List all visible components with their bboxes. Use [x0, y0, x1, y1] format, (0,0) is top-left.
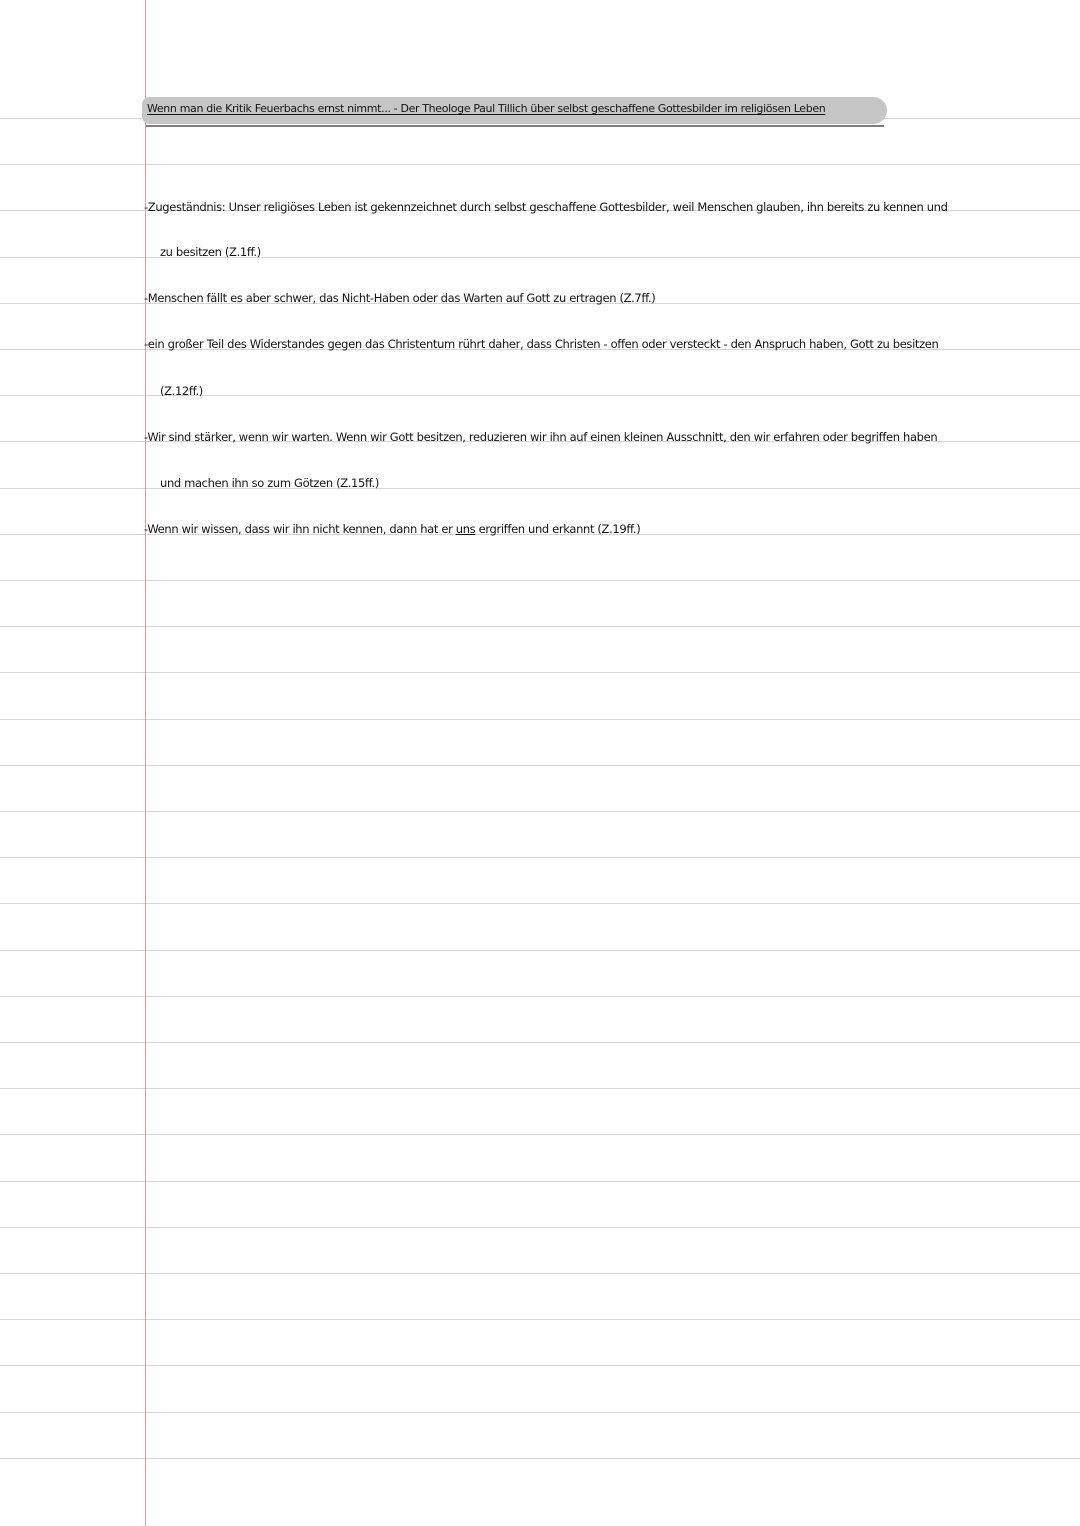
ruled-line — [0, 950, 1080, 951]
ruled-line — [0, 626, 1080, 627]
note-line: -Zugeständnis: Unser religiöses Leben ist gekennzeichnet durch selbst geschaffene Gottesbilder, weil Menschen glauben, ihn bereits zu kennen und — [144, 200, 948, 214]
margin-line — [145, 0, 146, 1526]
note-line: -Menschen fällt es aber schwer, das Nicht-Haben oder das Warten auf Gott zu ertragen (Z.7ff.) — [144, 291, 656, 305]
ruled-line — [0, 1458, 1080, 1459]
ruled-line — [0, 164, 1080, 165]
ruled-line — [0, 1227, 1080, 1228]
note-text: ergriffen und erkannt (Z.19ff.) — [475, 522, 641, 536]
ruled-line — [0, 672, 1080, 673]
title-highlight — [142, 97, 887, 124]
ruled-line — [0, 1412, 1080, 1413]
note-text: -Wenn wir wissen, dass wir ihn nicht kennen, dann hat er — [144, 522, 456, 536]
title-underline — [146, 125, 884, 127]
ruled-line — [0, 719, 1080, 720]
ruled-line — [0, 811, 1080, 812]
page-title: Wenn man die Kritik Feuerbachs ernst nimmt... - Der Theologe Paul Tillich über selbst geschaffene Gottesbilder im religiösen Leben — [147, 102, 826, 115]
note-line: zu besitzen (Z.1ff.) — [160, 245, 261, 259]
ruled-line — [0, 903, 1080, 904]
ruled-line — [0, 580, 1080, 581]
ruled-line — [0, 1134, 1080, 1135]
ruled-line — [0, 1273, 1080, 1274]
note-underlined-word: uns — [455, 522, 476, 536]
ruled-line — [0, 996, 1080, 997]
ruled-line — [0, 1181, 1080, 1182]
note-line: -Wir sind stärker, wenn wir warten. Wenn wir Gott besitzen, reduzieren wir ihn auf einen kleinen Ausschnitt, den wir erfahren oder begriffen haben — [144, 430, 938, 444]
ruled-line — [0, 1365, 1080, 1366]
note-line: (Z.12ff.) — [160, 384, 203, 398]
ruled-line — [0, 857, 1080, 858]
note-line-last — [144, 522, 640, 536]
ruled-line — [0, 765, 1080, 766]
note-line: und machen ihn so zum Götzen (Z.15ff.) — [160, 476, 379, 490]
ruled-line — [0, 1088, 1080, 1089]
ruled-line — [0, 1319, 1080, 1320]
note-line: -ein großer Teil des Widerstandes gegen das Christentum rührt daher, dass Christen - offen oder versteckt - den Anspruch haben, Gott zu besitzen — [144, 337, 939, 351]
ruled-line — [0, 1042, 1080, 1043]
